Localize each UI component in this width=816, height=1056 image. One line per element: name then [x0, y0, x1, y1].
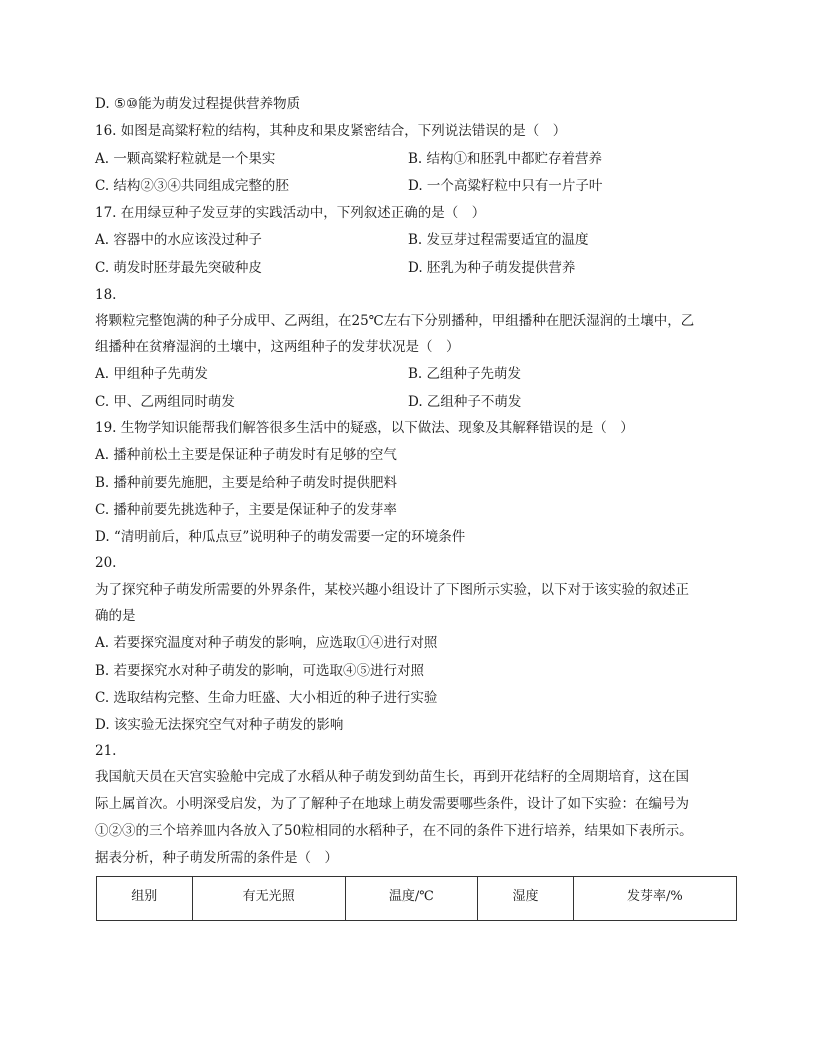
q21-stem-line4: 据表分析，种子萌发所需的条件是（ ）: [95, 850, 338, 866]
q19-option-a: A. 播种前松土主要是保证种子萌发时有足够的空气: [95, 447, 397, 463]
q20-option-a: A. 若要探究温度对种子萌发的影响，应选取①④进行对照: [95, 635, 438, 651]
q20-number: 20.: [95, 555, 117, 571]
q17-option-b: B. 发豆芽过程需要适宜的温度: [408, 232, 589, 248]
q18-stem-line1: 将颗粒完整饱满的种子分成甲、乙两组，在25℃左右下分别播种，甲组播种在肥沃湿润的土壤中，乙: [95, 313, 695, 329]
q16-stem: 16. 如图是高粱籽粒的结构，其种皮和果皮紧密结合，下列说法错误的是（ ）: [95, 123, 567, 139]
table-header-germination-rate: 发芽率/%: [573, 877, 736, 921]
q21-stem-line2: 际上属首次。小明深受启发，为了了解种子在地球上萌发需要哪些条件，设计了如下实验：在编号为: [95, 796, 689, 812]
q18-option-c: C. 甲、乙两组同时萌发: [95, 394, 235, 410]
table-header-row: [97, 877, 737, 921]
q20-stem-line1: 为了探究种子萌发所需要的外界条件，某校兴趣小组设计了下图所示实验，以下对于该实验的叙述正: [95, 582, 689, 598]
q16-option-d: D. 一个高粱籽粒中只有一片子叶: [408, 178, 603, 194]
q18-stem-line2: 组播种在贫瘠湿润的土壤中，这两组种子的发芽状况是（ ）: [95, 339, 460, 355]
q18-option-d: D. 乙组种子不萌发: [408, 394, 522, 410]
q16-option-b: B. 结构①和胚乳中都贮存着营养: [408, 151, 603, 167]
q17-option-c: C. 萌发时胚芽最先突破种皮: [95, 260, 262, 276]
q17-option-a: A. 容器中的水应该没过种子: [95, 232, 262, 248]
q17-option-d: D. 胚乳为种子萌发提供营养: [408, 260, 576, 276]
q18-option-a: A. 甲组种子先萌发: [95, 366, 208, 382]
q16-option-c: C. 结构②③④共同组成完整的胚: [95, 178, 289, 194]
q21-results-table: [96, 876, 737, 921]
q20-option-d: D. 该实验无法探究空气对种子萌发的影响: [95, 717, 344, 733]
q17-stem: 17. 在用绿豆种子发豆芽的实践活动中，下列叙述正确的是（ ）: [95, 205, 486, 221]
q20-option-b: B. 若要探究水对种子萌发的影响，可选取④⑤进行对照: [95, 663, 425, 679]
q21-number: 21.: [95, 743, 117, 759]
q20-stem-line2: 确的是: [95, 608, 136, 624]
q19-option-d: D. “清明前后，种瓜点豆”说明种子的萌发需要一定的环境条件: [95, 529, 466, 545]
q19-option-c: C. 播种前要先挑选种子，主要是保证种子的发芽率: [95, 502, 397, 518]
table-header-temperature: 温度/℃: [345, 877, 478, 921]
q18-number: 18.: [95, 287, 117, 303]
table-header-light: 有无光照: [192, 877, 345, 921]
q21-stem-line3: ①②③的三个培养皿内各放入了50粒相同的水稻种子，在不同的条件下进行培养，结果如下表所示。: [95, 823, 693, 839]
table-header-humidity: 湿度: [478, 877, 574, 921]
q19-option-b: B. 播种前要先施肥，主要是给种子萌发时提供肥料: [95, 475, 398, 491]
q16-option-a: A. 一颗高粱籽粒就是一个果实: [95, 151, 276, 167]
q18-option-b: B. 乙组种子先萌发: [408, 366, 522, 382]
table-header-group: 组别: [97, 877, 193, 921]
q20-option-c: C. 选取结构完整、生命力旺盛、大小相近的种子进行实验: [95, 690, 438, 706]
q21-stem-line1: 我国航天员在天宫实验舱中完成了水稻从种子萌发到幼苗生长，再到开花结籽的全周期培育，这在国: [95, 769, 689, 785]
q15-option-d: D. ⑤⑩能为萌发过程提供营养物质: [95, 96, 301, 112]
q19-stem: 19. 生物学知识能帮我们解答很多生活中的疑惑，以下做法、现象及其解释错误的是（ ）: [95, 420, 634, 436]
